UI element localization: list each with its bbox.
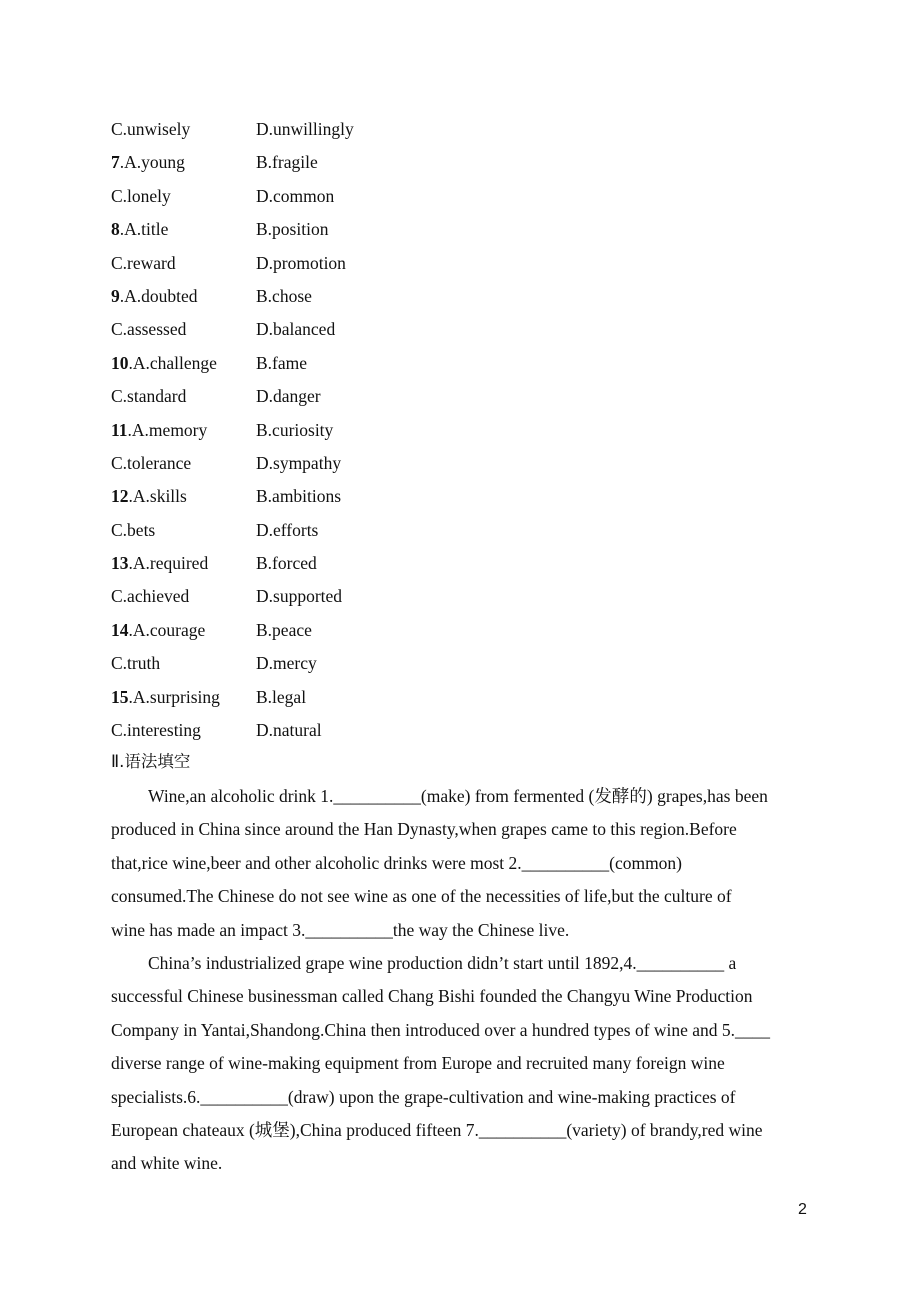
option-row — [111, 116, 354, 149]
option-right: B.peace — [256, 619, 312, 640]
paragraph-line: China’s industrialized grape wine production didn’t start until 1892,4.__________ a — [148, 953, 737, 973]
question-number: 12 — [111, 486, 129, 507]
option-text: .A.doubted — [119, 285, 198, 306]
paragraph-line: and white wine. — [111, 1153, 223, 1174]
option-row — [111, 417, 354, 450]
option-left — [111, 116, 256, 142]
paragraph-2 — [111, 950, 811, 1184]
option-left — [111, 216, 256, 242]
option-left — [111, 450, 256, 476]
question-number: 7 — [111, 152, 120, 173]
option-text: .A.required — [128, 553, 209, 574]
option-right: D.efforts — [256, 519, 319, 540]
option-left — [111, 717, 256, 743]
option-text: C.reward — [111, 252, 176, 273]
option-left — [111, 417, 256, 443]
paragraph-line: Company in Yantai,Shandong.China then introduced over a hundred types of wine and 5.____ — [111, 1019, 771, 1040]
option-row — [111, 684, 354, 717]
option-row — [111, 383, 354, 416]
option-right: D.unwillingly — [256, 119, 354, 139]
option-row — [111, 617, 354, 650]
option-right: B.position — [256, 219, 329, 240]
paragraph-line: that,rice wine,beer and other alcoholic drinks were most 2.__________(common) — [111, 852, 683, 873]
option-text: C.tolerance — [111, 452, 192, 473]
option-left — [111, 684, 256, 710]
option-left — [111, 583, 256, 609]
option-right: D.danger — [256, 386, 321, 407]
option-row — [111, 717, 354, 750]
option-text: C.truth — [111, 653, 161, 674]
option-row — [111, 149, 354, 182]
option-right: B.fragile — [256, 152, 318, 173]
option-left — [111, 550, 256, 576]
option-right: D.sympathy — [256, 452, 342, 473]
paragraph-line: produced in China since around the Han Dynasty,when grapes came to this region.Before — [111, 819, 737, 840]
option-left — [111, 517, 256, 543]
option-left — [111, 283, 256, 309]
paragraph-line: consumed.The Chinese do not see wine as one of the necessities of life,but the culture of — [111, 886, 732, 907]
option-text: .A.challenge — [128, 352, 217, 373]
option-text: .A.young — [119, 152, 185, 173]
option-text: C.achieved — [111, 586, 190, 607]
option-right: D.mercy — [256, 653, 317, 674]
question-number: 13 — [111, 553, 129, 574]
option-right: D.natural — [256, 720, 322, 741]
option-row — [111, 517, 354, 550]
option-text: .A.memory — [127, 419, 208, 440]
option-text: C.bets — [111, 519, 156, 540]
option-row — [111, 450, 354, 483]
option-left — [111, 483, 256, 509]
option-right: B.curiosity — [256, 419, 334, 440]
option-right: B.fame — [256, 352, 308, 373]
option-text: C.assessed — [111, 319, 187, 340]
answer-options — [111, 116, 354, 750]
paragraph-line: specialists.6.__________(draw) upon the grape-cultivation and wine-making practices of — [111, 1086, 736, 1107]
question-number: 10 — [111, 352, 129, 373]
option-text: .A.courage — [128, 619, 206, 640]
option-row — [111, 550, 354, 583]
paragraph-line: European chateaux (城堡),China produced fifteen 7.__________(variety) of brandy,red wine — [111, 1119, 763, 1140]
paragraph-1 — [111, 783, 811, 950]
question-number: 15 — [111, 686, 129, 707]
option-right: B.legal — [256, 686, 307, 707]
page-number: 2 — [798, 1201, 807, 1218]
paragraph-line: diverse range of wine-making equipment from Europe and recruited many foreign wine — [111, 1053, 725, 1074]
option-row — [111, 650, 354, 683]
option-row — [111, 183, 354, 216]
question-number: 9 — [111, 285, 120, 306]
option-row — [111, 316, 354, 349]
option-text: .A.title — [119, 219, 169, 240]
option-row — [111, 483, 354, 516]
option-row — [111, 283, 354, 316]
paragraph-line: wine has made an impact 3.__________the way the Chinese live. — [111, 919, 570, 940]
option-text: C.interesting — [111, 720, 201, 741]
option-left — [111, 316, 256, 342]
option-right: D.promotion — [256, 252, 346, 273]
option-left — [111, 183, 256, 209]
option-left — [111, 250, 256, 276]
option-row — [111, 583, 354, 616]
paragraph-line: Wine,an alcoholic drink 1.__________(make) from fermented (发酵的) grapes,has been — [148, 786, 768, 806]
option-right: D.supported — [256, 586, 343, 607]
option-left — [111, 149, 256, 175]
option-text: .A.skills — [128, 486, 187, 507]
option-right: B.forced — [256, 553, 317, 574]
option-text: C.unwisely — [111, 119, 191, 139]
paragraph-line: successful Chinese businessman called Chang Bishi founded the Changyu Wine Production — [111, 986, 753, 1007]
option-right: B.ambitions — [256, 486, 342, 507]
option-left — [111, 650, 256, 676]
question-number: 8 — [111, 219, 120, 240]
option-row — [111, 350, 354, 383]
question-number: 11 — [111, 419, 128, 440]
option-right: D.common — [256, 185, 335, 206]
option-right: D.balanced — [256, 319, 336, 340]
option-text: C.standard — [111, 386, 187, 407]
option-text: C.lonely — [111, 185, 171, 206]
question-number: 14 — [111, 619, 129, 640]
section-heading: Ⅱ.语法填空 — [111, 752, 191, 771]
option-left — [111, 350, 256, 376]
option-row — [111, 216, 354, 249]
option-left — [111, 617, 256, 643]
option-right: B.chose — [256, 285, 312, 306]
option-row — [111, 250, 354, 283]
option-left — [111, 383, 256, 409]
option-text: .A.surprising — [128, 686, 220, 707]
